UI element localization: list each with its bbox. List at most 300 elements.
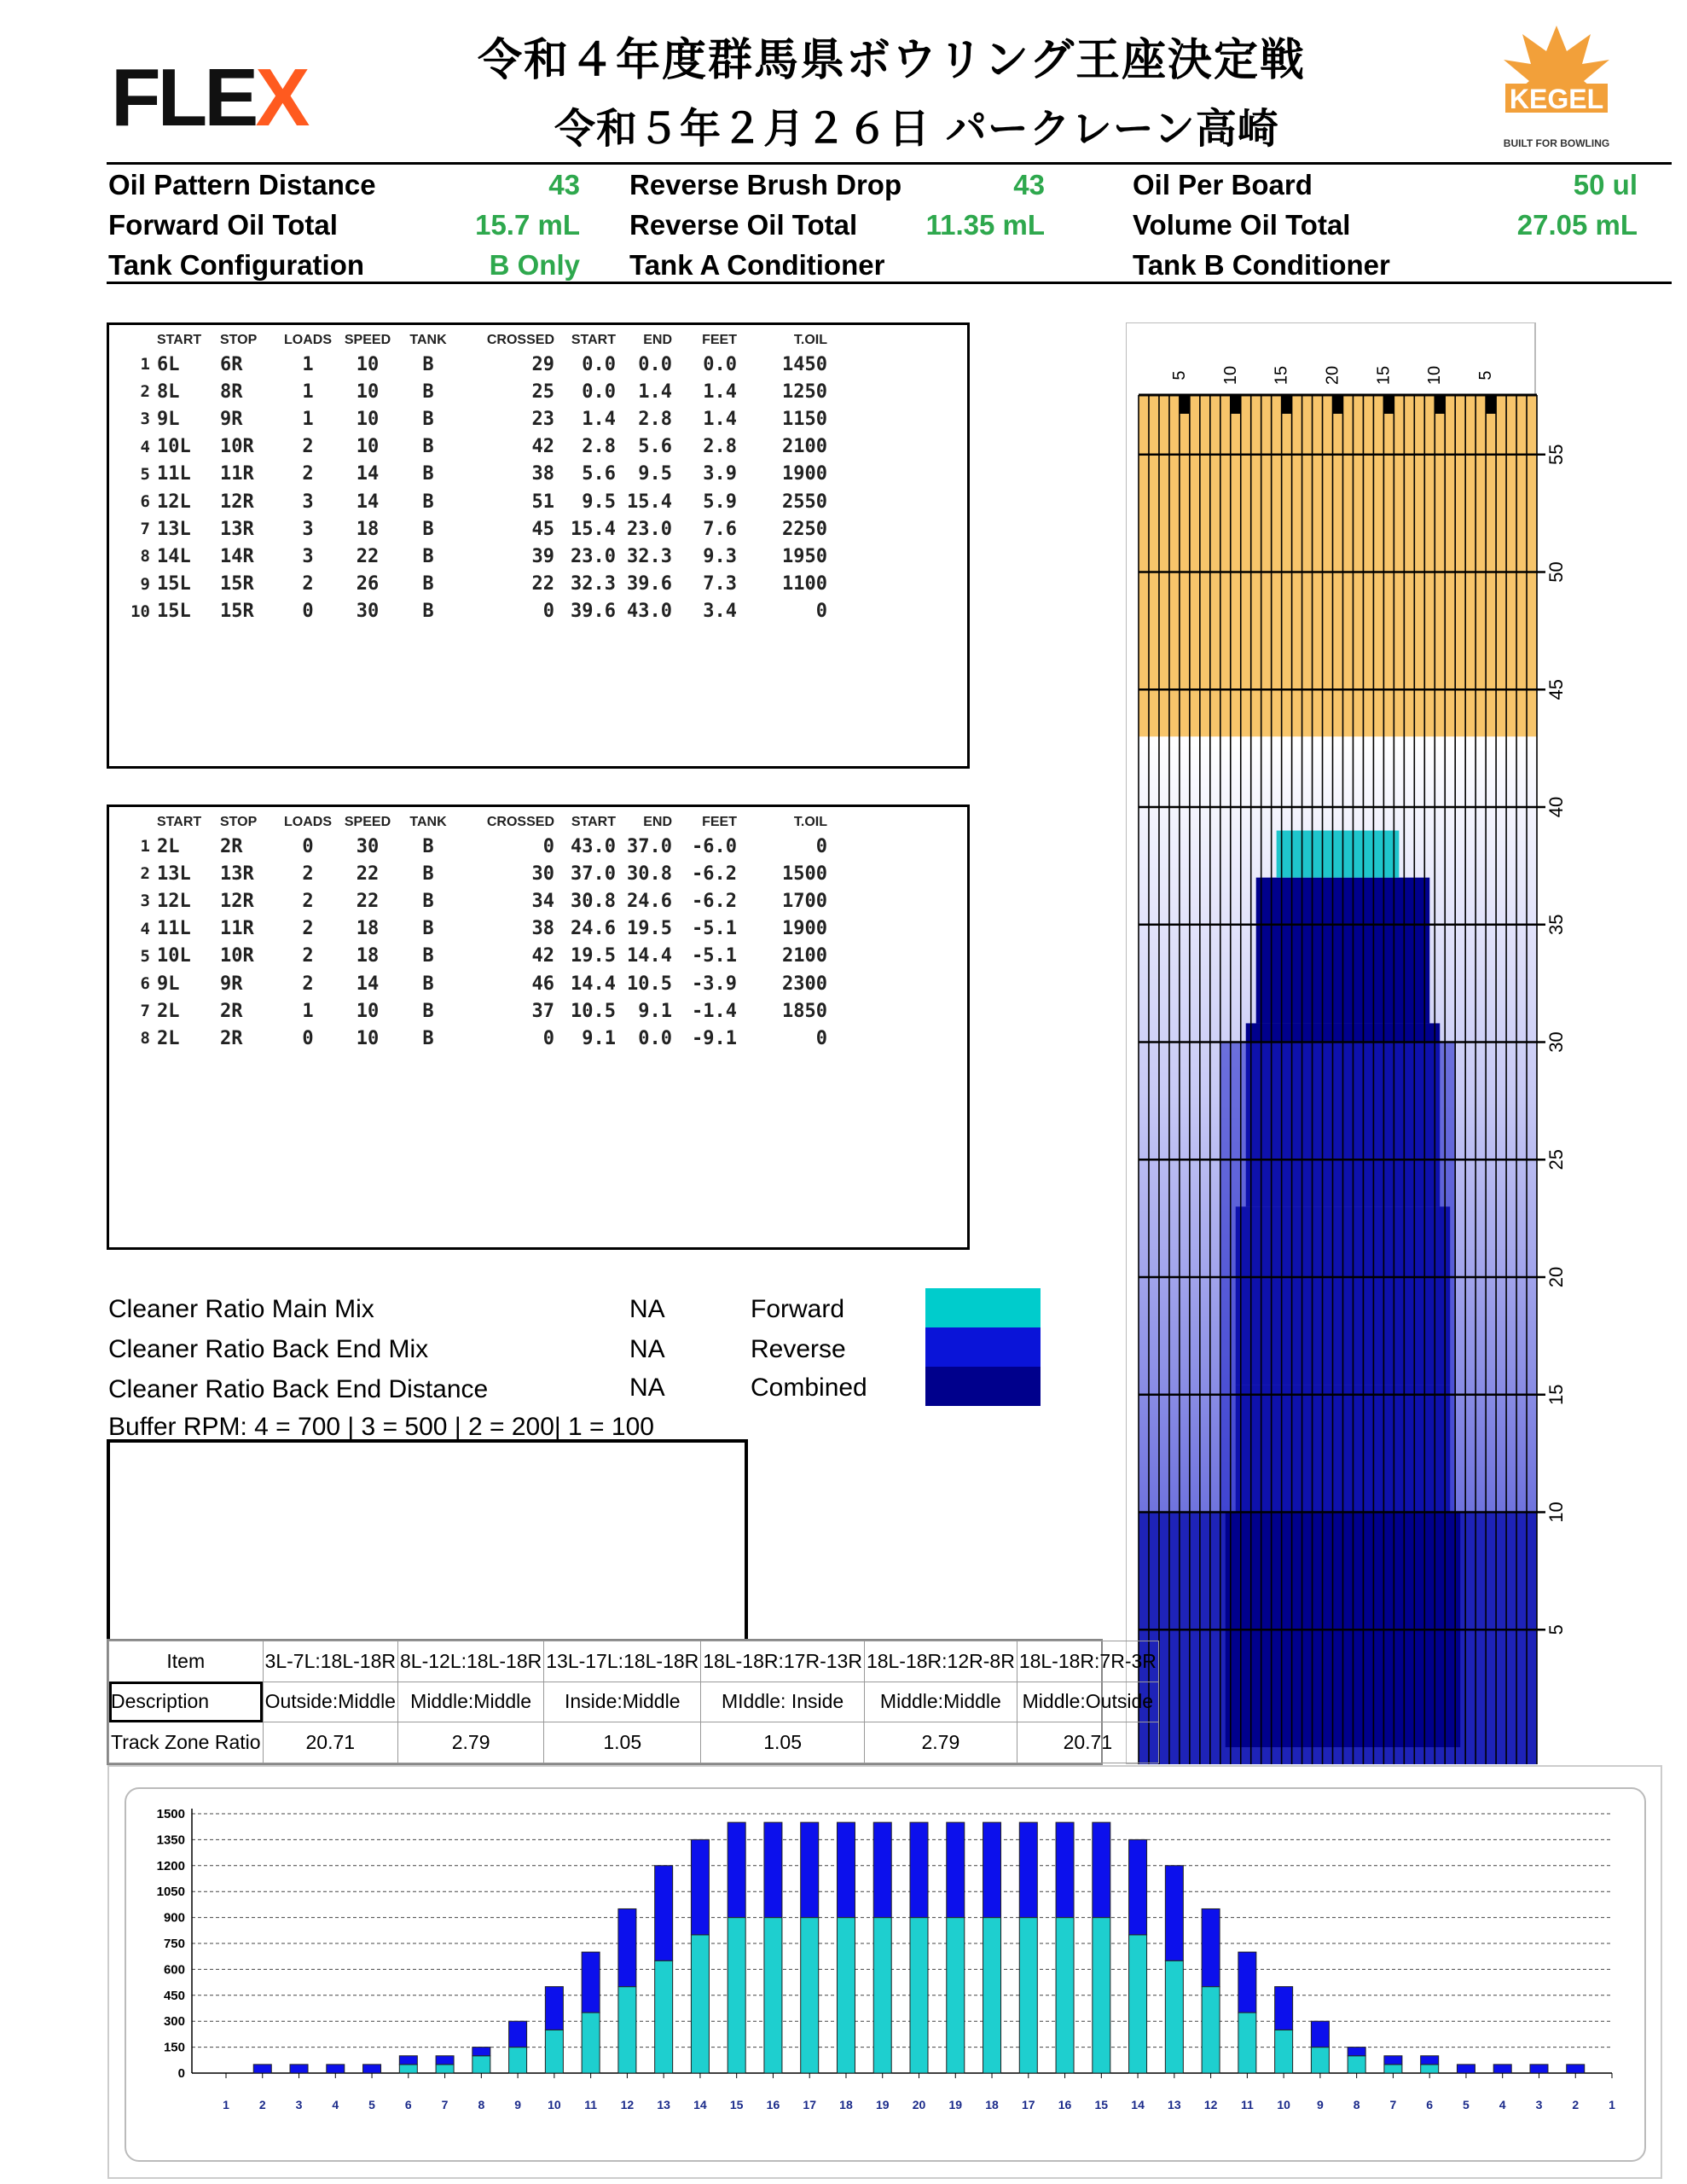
reverse-cell: 46	[531, 973, 554, 995]
bar-forward-segment	[837, 1918, 855, 2073]
y-tick-label: 900	[163, 1910, 185, 1926]
tank-configuration-label: Tank Configuration	[108, 249, 365, 281]
reverse-cell: B	[422, 835, 434, 857]
reverse-cell: 0	[542, 1027, 554, 1049]
forward-cell: 6R	[220, 353, 243, 375]
reverse-row	[125, 943, 827, 970]
forward-cell: 0.0	[703, 353, 737, 375]
track-zone-header-cell: Item	[109, 1641, 264, 1682]
reverse-col-header: SPEED	[344, 815, 391, 829]
x-tick-label: 14	[1131, 2098, 1145, 2111]
forward-cell: 0	[542, 601, 554, 623]
legend-combined-swatch	[925, 1367, 1041, 1406]
bar-reverse-segment	[873, 1822, 891, 1917]
forward-col-header: FEET	[702, 333, 737, 347]
cleaner-back-end-mix-label: Cleaner Ratio Back End Mix	[108, 1335, 429, 1363]
track-zone-header-cell: 18L-18R:7R-3R	[1017, 1641, 1158, 1682]
bar-reverse-segment	[947, 1822, 965, 1917]
bar-reverse-segment	[399, 2056, 417, 2065]
reverse-cell: 0	[302, 835, 314, 857]
forward-cell: 26	[356, 573, 380, 595]
x-tick-label: 11	[1240, 2098, 1254, 2111]
reverse-cell: 30.8	[571, 890, 616, 912]
forward-table-body	[125, 351, 827, 625]
bar-reverse-segment	[1019, 1822, 1037, 1917]
reverse-cell: 1850	[782, 1000, 827, 1022]
reverse-cell: B	[422, 918, 434, 940]
reverse-brush-drop-label: Reverse Brush Drop	[629, 169, 902, 200]
reverse-cell: 10.5	[571, 1000, 616, 1022]
forward-cell: 2	[140, 382, 150, 402]
reverse-cell: 1500	[782, 863, 827, 885]
y-tick-label: 450	[163, 1988, 185, 2003]
x-tick-label: 10	[548, 2098, 561, 2111]
track-zone-ratio-cell: 2.79	[398, 1722, 544, 1763]
bar-reverse-segment	[1275, 1987, 1293, 2030]
forward-row	[125, 571, 827, 598]
bar-forward-segment	[1275, 2030, 1293, 2073]
reverse-cell: -6.2	[692, 863, 737, 885]
bar-reverse-segment	[837, 1822, 855, 1917]
reverse-cell: 2L	[157, 1000, 180, 1022]
forward-cell: B	[422, 463, 434, 485]
cleaner-main-mix-value: NA	[629, 1295, 665, 1323]
reverse-cell: 2R	[220, 1027, 243, 1049]
forward-cell: 1250	[782, 380, 827, 403]
forward-cell: 10	[356, 408, 380, 430]
forward-cell: 4	[140, 437, 150, 456]
reverse-cell: 7	[140, 1002, 150, 1021]
bar-forward-segment	[1019, 1918, 1037, 2073]
volume-oil-total-label: Volume Oil Total	[1133, 209, 1351, 241]
forward-cell: 10R	[220, 436, 254, 458]
x-tick-label: 4	[332, 2098, 339, 2111]
track-zone-header-cell: 8L-12L:18L-18R	[398, 1641, 544, 1682]
reverse-table-body	[125, 833, 827, 1053]
reverse-col-header: LOADS	[284, 815, 332, 829]
reverse-cell: 18	[356, 945, 380, 967]
reverse-cell: 10	[356, 1000, 380, 1022]
bar-reverse-segment	[983, 1822, 1001, 1917]
reverse-row	[125, 915, 827, 943]
x-tick-label: 7	[1389, 2098, 1397, 2111]
notes-box	[107, 1439, 748, 1644]
bar-forward-segment	[1202, 1987, 1220, 2073]
forward-cell: 1	[302, 380, 314, 403]
bar-reverse-segment	[363, 2065, 381, 2073]
reverse-cell: 9.1	[638, 1000, 672, 1022]
reverse-cell: 12L	[157, 890, 191, 912]
forward-col-header: START	[571, 333, 616, 347]
bar-forward-segment	[618, 1987, 636, 2073]
forward-cell: 10	[356, 380, 380, 403]
forward-row	[125, 515, 827, 543]
x-tick-label: 18	[985, 2098, 999, 2111]
tank-a-conditioner-label: Tank A Conditioner	[629, 249, 885, 281]
x-tick-label: 9	[1316, 2098, 1324, 2111]
reverse-cell: 30	[356, 835, 380, 857]
reverse-cell: 30	[531, 863, 554, 885]
board-tick-label: 20	[1323, 365, 1342, 386]
forward-cell: 12L	[157, 491, 191, 513]
forward-cell: 9.5	[638, 463, 672, 485]
bar-reverse-segment	[290, 2065, 308, 2073]
reverse-pattern-box	[107, 804, 970, 1250]
forward-cell: 18	[356, 518, 380, 540]
forward-table-header	[125, 330, 827, 351]
forward-cell: 1	[302, 408, 314, 430]
forward-row	[125, 488, 827, 515]
x-tick-label: 8	[1353, 2098, 1360, 2111]
y-tick-label: 1050	[156, 1885, 185, 1900]
forward-cell: 2	[302, 436, 314, 458]
forward-cell: 5.9	[703, 491, 737, 513]
track-zone-header-cell: 18L-18R:17R-13R	[701, 1641, 865, 1682]
arrow-marker	[1486, 395, 1496, 414]
forward-cell: 10	[356, 436, 380, 458]
forward-cell: 10	[130, 601, 150, 621]
track-zone-header-cell: 13L-17L:18L-18R	[544, 1641, 701, 1682]
x-tick-label: 12	[620, 2098, 635, 2111]
reverse-cell: 1	[140, 837, 150, 857]
forward-cell: 51	[531, 491, 554, 513]
bar-forward-segment	[801, 1918, 819, 2073]
forward-cell: 8R	[220, 380, 243, 403]
reverse-col-header: STOP	[220, 815, 258, 829]
reverse-row	[125, 833, 827, 860]
reverse-cell: 22	[356, 890, 380, 912]
forward-cell: 0	[815, 601, 827, 623]
bar-reverse-segment	[1530, 2065, 1548, 2073]
reverse-table-header	[125, 812, 827, 833]
forward-col-header: TANK	[409, 333, 447, 347]
bar-reverse-segment	[1165, 1866, 1183, 1960]
cleaner-main-mix-label: Cleaner Ratio Main Mix	[108, 1295, 374, 1323]
bar-reverse-segment	[691, 1839, 709, 1934]
forward-cell: 22	[531, 573, 554, 595]
distance-tick-label: 45	[1545, 679, 1567, 700]
kegel-logo	[1488, 9, 1625, 155]
forward-cell: 15.4	[571, 518, 616, 540]
forward-cell: 2250	[782, 518, 827, 540]
forward-cell: 1950	[782, 545, 827, 567]
reverse-cell: -5.1	[692, 918, 737, 940]
bar-reverse-segment	[472, 2048, 490, 2056]
x-tick-label: 13	[657, 2098, 670, 2111]
bar-forward-segment	[910, 1918, 928, 2073]
track-zone-description-cell: Middle:Outside	[1017, 1682, 1158, 1722]
forward-cell: 9	[140, 574, 150, 594]
bar-reverse-segment	[436, 2056, 454, 2065]
x-tick-label: 12	[1203, 2098, 1218, 2111]
reverse-cell: B	[422, 863, 434, 885]
distance-tick-label: 35	[1545, 914, 1567, 935]
track-zone-description-row	[109, 1682, 1159, 1722]
forward-row	[125, 433, 827, 461]
track-zone-header-cell: 18L-18R:12R-8R	[864, 1641, 1017, 1682]
x-tick-label: 11	[584, 2098, 598, 2111]
oil-per-board-label: Oil Per Board	[1133, 169, 1313, 200]
event-date-venue: 令和５年２月２６日 パークレーン高崎	[554, 105, 1279, 153]
reverse-cell: 37	[531, 1000, 554, 1022]
forward-oil-total-label: Forward Oil Total	[108, 209, 338, 241]
bar-reverse-segment	[1238, 1952, 1256, 2013]
x-tick-label: 1	[223, 2098, 229, 2111]
forward-cell: 2.8	[703, 436, 737, 458]
distance-tick-label: 25	[1545, 1149, 1567, 1170]
track-zone-header-cell: 3L-7L:18L-18R	[263, 1641, 397, 1682]
tank-b-conditioner-label: Tank B Conditioner	[1133, 249, 1390, 281]
forward-cell: 5.6	[582, 463, 616, 485]
reverse-cell: 2L	[157, 1027, 180, 1049]
reverse-cell: 2L	[157, 835, 180, 857]
reverse-cell: 2	[302, 918, 314, 940]
bar-reverse-segment	[509, 2021, 527, 2047]
forward-cell: 5.6	[638, 436, 672, 458]
x-tick-label: 18	[839, 2098, 853, 2111]
forward-cell: 9L	[157, 408, 180, 430]
legend-reverse-swatch	[925, 1327, 1041, 1367]
reverse-col-header: END	[643, 815, 672, 829]
arrow-marker	[1333, 395, 1343, 414]
flex-logo: FLEX	[111, 52, 307, 143]
forward-cell: B	[422, 436, 434, 458]
reverse-row	[125, 860, 827, 887]
bar-forward-segment	[947, 1918, 965, 2073]
reverse-cell: -9.1	[692, 1027, 737, 1049]
reverse-cell: 2	[302, 890, 314, 912]
forward-row	[125, 405, 827, 433]
forward-cell: B	[422, 491, 434, 513]
forward-cell: 9R	[220, 408, 243, 430]
forward-cell: 14L	[157, 545, 191, 567]
forward-cell: B	[422, 380, 434, 403]
forward-col-header: STOP	[220, 333, 258, 347]
oil-pattern-distance-label: Oil Pattern Distance	[108, 169, 376, 200]
track-zone-ratio-cell: 1.05	[701, 1722, 865, 1763]
reverse-pattern-table	[125, 812, 827, 1053]
forward-col-header: CROSSED	[486, 333, 554, 347]
forward-row	[125, 461, 827, 488]
x-tick-label: 19	[875, 2098, 890, 2111]
forward-cell: 2.8	[582, 436, 616, 458]
bar-forward-segment	[873, 1918, 891, 2073]
reverse-cell: 10L	[157, 945, 191, 967]
cleaner-back-end-distance-label: Cleaner Ratio Back End Distance	[108, 1375, 489, 1403]
bar-forward-segment	[1238, 2013, 1256, 2073]
bar-forward-segment	[1165, 1960, 1183, 2073]
board-tick-label: 15	[1272, 365, 1291, 386]
x-tick-label: 1	[1609, 2098, 1615, 2111]
x-tick-label: 4	[1499, 2098, 1506, 2111]
board-tick-label: 5	[1476, 370, 1496, 380]
reverse-cell: B	[422, 890, 434, 912]
forward-cell: 39.6	[571, 601, 616, 623]
reverse-cell: 19.5	[571, 945, 616, 967]
forward-col-header: LOADS	[284, 333, 332, 347]
forward-cell: 0	[302, 601, 314, 623]
track-zone-description-cell: Inside:Middle	[544, 1682, 701, 1722]
buffer-rpm: Buffer RPM: 4 = 700 | 3 = 500 | 2 = 200| 1 = 100	[108, 1413, 654, 1441]
forward-oil-block	[1277, 831, 1400, 878]
bar-forward-segment	[1311, 2048, 1329, 2073]
x-tick-label: 5	[368, 2098, 375, 2111]
svg-text:BUILT FOR BOWLING: BUILT FOR BOWLING	[1503, 137, 1610, 149]
legend-combined-label: Combined	[751, 1374, 867, 1402]
reverse-cell: 8	[140, 1029, 150, 1048]
reverse-oil-total-label: Reverse Oil Total	[629, 209, 858, 241]
forward-cell: 14R	[220, 545, 254, 567]
distance-tick-label: 30	[1545, 1031, 1567, 1053]
x-tick-label: 15	[729, 2098, 744, 2111]
track-zone-description-cell: Middle:Middle	[864, 1682, 1017, 1722]
forward-cell: 32.3	[571, 573, 616, 595]
forward-cell: 42	[531, 436, 554, 458]
forward-row	[125, 543, 827, 570]
forward-cell: 1.4	[638, 380, 672, 403]
bar-reverse-segment	[1056, 1822, 1074, 1917]
reverse-cell: B	[422, 1027, 434, 1049]
x-tick-label: 6	[1426, 2098, 1434, 2111]
y-tick-label: 600	[163, 1962, 185, 1978]
bar-forward-segment	[1129, 1935, 1147, 2073]
y-tick-label: 750	[163, 1937, 185, 1951]
reverse-cell: 14	[356, 973, 380, 995]
bar-reverse-segment	[618, 1908, 636, 1986]
distance-tick-label: 10	[1545, 1502, 1567, 1523]
forward-row	[125, 598, 827, 625]
reverse-cell: 2R	[220, 1000, 243, 1022]
forward-cell: 29	[531, 353, 554, 375]
reverse-cell: 38	[531, 918, 554, 940]
track-zone-ratio-cell: 20.71	[263, 1722, 397, 1763]
reverse-row	[125, 887, 827, 915]
y-tick-label: 150	[163, 2040, 185, 2055]
bar-reverse-segment	[1348, 2048, 1365, 2056]
forward-cell: 13L	[157, 518, 191, 540]
forward-cell: 1900	[782, 463, 827, 485]
board-oil-bar-chart	[107, 1764, 1663, 2180]
track-zone-table	[108, 1641, 1159, 1763]
forward-cell: 43.0	[627, 601, 672, 623]
x-tick-label: 2	[258, 2098, 266, 2111]
reverse-row	[125, 1025, 827, 1052]
track-zone-ratio-cell: Track Zone Ratio	[109, 1722, 264, 1763]
forward-cell: B	[422, 353, 434, 375]
forward-cell: 2550	[782, 491, 827, 513]
reverse-cell: 4	[140, 919, 150, 938]
x-tick-label: 2	[1572, 2098, 1580, 2111]
forward-col-header: END	[643, 333, 672, 347]
track-zone-description-cell: Outside:Middle	[263, 1682, 397, 1722]
reverse-cell: 0	[542, 835, 554, 857]
forward-cell: 11L	[157, 463, 191, 485]
forward-cell: 13R	[220, 518, 254, 540]
x-tick-label: 8	[478, 2098, 485, 2111]
x-tick-label: 5	[1463, 2098, 1470, 2111]
bar-forward-segment	[1384, 2065, 1402, 2073]
track-zone-ratio-cell: 1.05	[544, 1722, 701, 1763]
spec-top-rule	[107, 162, 1672, 165]
reverse-cell: -6.0	[692, 835, 737, 857]
forward-cell: 10	[356, 353, 380, 375]
bar-reverse-segment	[327, 2065, 345, 2073]
bar-forward-segment	[655, 1960, 673, 2073]
forward-cell: 32.3	[627, 545, 672, 567]
reverse-cell: 37.0	[571, 863, 616, 885]
reverse-cell: 22	[356, 863, 380, 885]
distance-tick-label: 55	[1545, 444, 1567, 465]
forward-cell: 30	[356, 601, 380, 623]
arrow-marker	[1282, 395, 1292, 414]
bar-reverse-segment	[1093, 1822, 1110, 1917]
forward-cell: 1	[302, 353, 314, 375]
reverse-cell: 1700	[782, 890, 827, 912]
bar-forward-segment	[436, 2065, 454, 2073]
forward-pattern-box	[107, 322, 970, 769]
bar-reverse-segment	[1567, 2065, 1585, 2073]
distance-tick-label: 20	[1545, 1266, 1567, 1288]
legend-reverse-label: Reverse	[751, 1335, 846, 1363]
reverse-cell: 9.1	[582, 1027, 616, 1049]
reverse-cell: 2	[302, 945, 314, 967]
bar-forward-segment	[764, 1918, 782, 2073]
reverse-cell: 30.8	[627, 863, 672, 885]
reverse-cell: 10R	[220, 945, 254, 967]
bar-reverse-segment	[1384, 2056, 1402, 2065]
forward-cell: B	[422, 573, 434, 595]
forward-cell: 3	[140, 410, 150, 429]
bar-forward-segment	[691, 1935, 709, 2073]
bar-reverse-segment	[1311, 2021, 1329, 2047]
forward-cell: 1450	[782, 353, 827, 375]
reverse-cell: 2	[140, 864, 150, 884]
bar-forward-segment	[1421, 2065, 1439, 2073]
x-tick-label: 13	[1168, 2098, 1181, 2111]
forward-cell: B	[422, 408, 434, 430]
distance-tick-label: 40	[1545, 796, 1567, 818]
lane-oil-graph	[1126, 322, 1578, 1764]
forward-cell: 1.4	[703, 380, 737, 403]
forward-cell: B	[422, 518, 434, 540]
board-tick-label: 15	[1374, 365, 1394, 386]
forward-cell: 7	[140, 520, 150, 539]
forward-cell: 3.4	[703, 601, 737, 623]
forward-cell: 3.9	[703, 463, 737, 485]
forward-oil-total-value: 15.7 mL	[475, 209, 580, 241]
cleaner-back-end-distance-value: NA	[629, 1374, 665, 1402]
x-tick-label: 10	[1277, 2098, 1290, 2111]
forward-cell: 2	[302, 573, 314, 595]
reverse-cell: 2300	[782, 973, 827, 995]
reverse-cell: 43.0	[571, 835, 616, 857]
y-tick-label: 1500	[156, 1807, 185, 1821]
reverse-cell: 0	[815, 835, 827, 857]
forward-cell: 9.3	[703, 545, 737, 567]
bar-reverse-segment	[582, 1952, 600, 2013]
forward-cell: 1	[140, 355, 150, 375]
forward-cell: 1100	[782, 573, 827, 595]
forward-cell: 8L	[157, 380, 180, 403]
reverse-cell: 37.0	[627, 835, 672, 857]
reverse-cell: 11R	[220, 918, 254, 940]
forward-cell: 8	[140, 547, 150, 566]
forward-cell: 6L	[157, 353, 180, 375]
x-tick-label: 7	[441, 2098, 449, 2111]
bar-forward-segment	[509, 2048, 527, 2073]
arrow-marker	[1180, 395, 1190, 414]
x-tick-label: 3	[295, 2098, 303, 2111]
